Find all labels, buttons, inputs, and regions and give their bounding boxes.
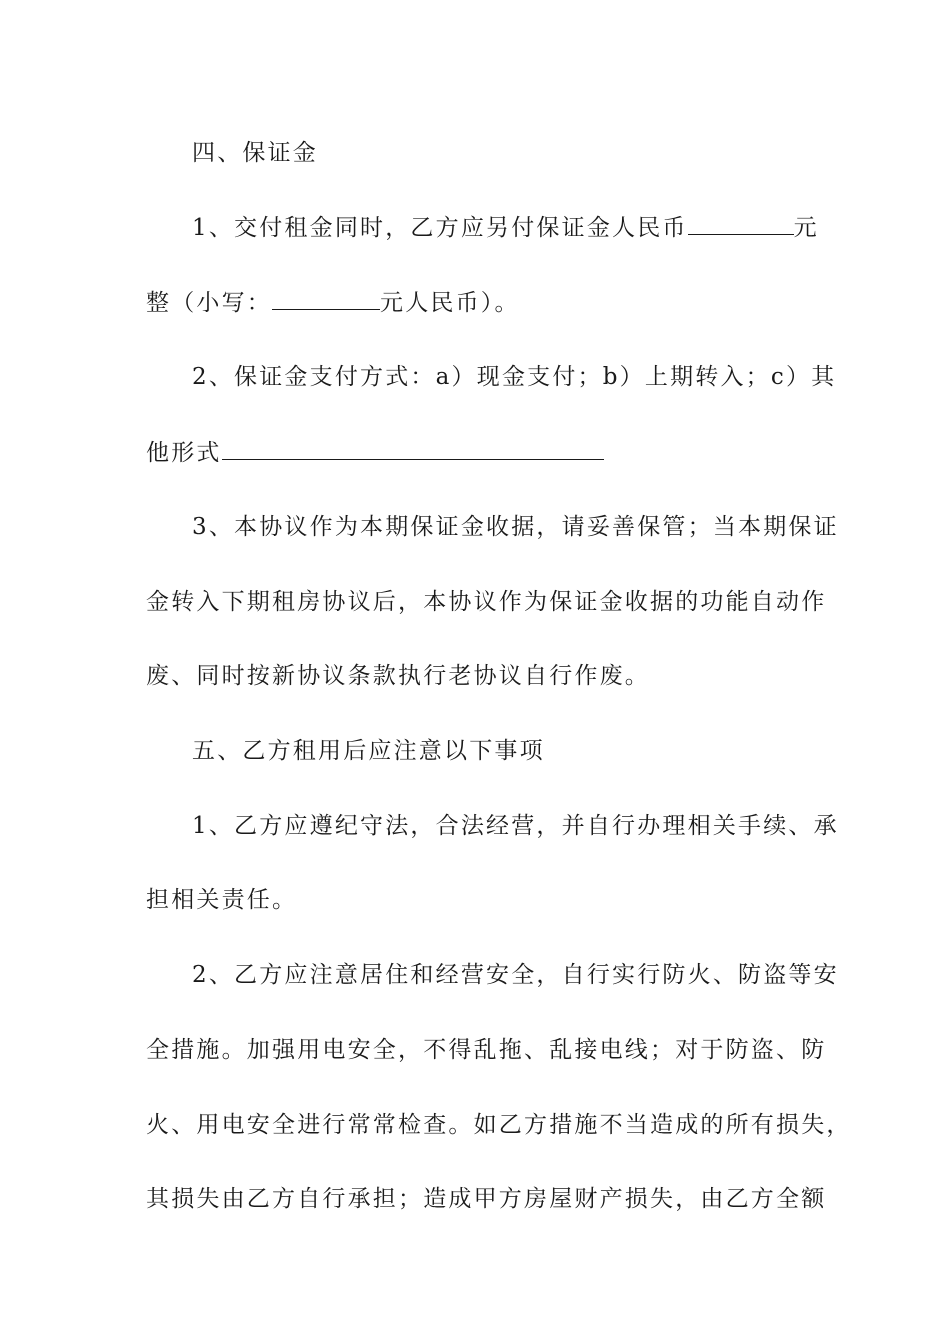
paragraph-line: 全措施。加强用电安全，不得乱拖、乱接电线；对于防盗、防 bbox=[146, 1037, 827, 1063]
paragraph-line: 整（小写： 元人民币）。 bbox=[146, 287, 520, 318]
paragraph-line: 废、同时按新协议条款执行老协议自行作废。 bbox=[146, 663, 650, 689]
paragraph-line: 1、乙方应遵纪守法，合法经营，并自行办理相关手续、承 bbox=[192, 813, 839, 839]
section-heading-deposit: 四、保证金 bbox=[192, 140, 318, 166]
paragraph-line: 2、保证金支付方式：a）现金支付；b）上期转入；c）其 bbox=[192, 364, 837, 390]
paragraph-line: 其损失由乙方自行承担；造成甲方房屋财产损失，由乙方全额 bbox=[146, 1186, 827, 1212]
paragraph-line: 他形式 bbox=[146, 437, 604, 468]
paragraph-line: 3、本协议作为本期保证金收据，请妥善保管；当本期保证 bbox=[192, 514, 839, 540]
blank-fill-line bbox=[272, 287, 380, 310]
blank-fill-line bbox=[688, 212, 794, 235]
paragraph-line: 火、用电安全进行常常检查。如乙方措施不当造成的所有损失， bbox=[146, 1112, 852, 1138]
paragraph-line: 金转入下期租房协议后，本协议作为保证金收据的功能自动作 bbox=[146, 589, 827, 615]
blank-fill-line bbox=[222, 437, 604, 460]
paragraph-line: 1、交付租金同时，乙方应另付保证金人民币 元 bbox=[192, 212, 819, 243]
paragraph-line: 2、乙方应注意居住和经营安全，自行实行防火、防盗等安 bbox=[192, 962, 839, 988]
section-heading-notes: 五、乙方租用后应注意以下事项 bbox=[192, 738, 545, 764]
paragraph-line: 担相关责任。 bbox=[146, 887, 298, 913]
